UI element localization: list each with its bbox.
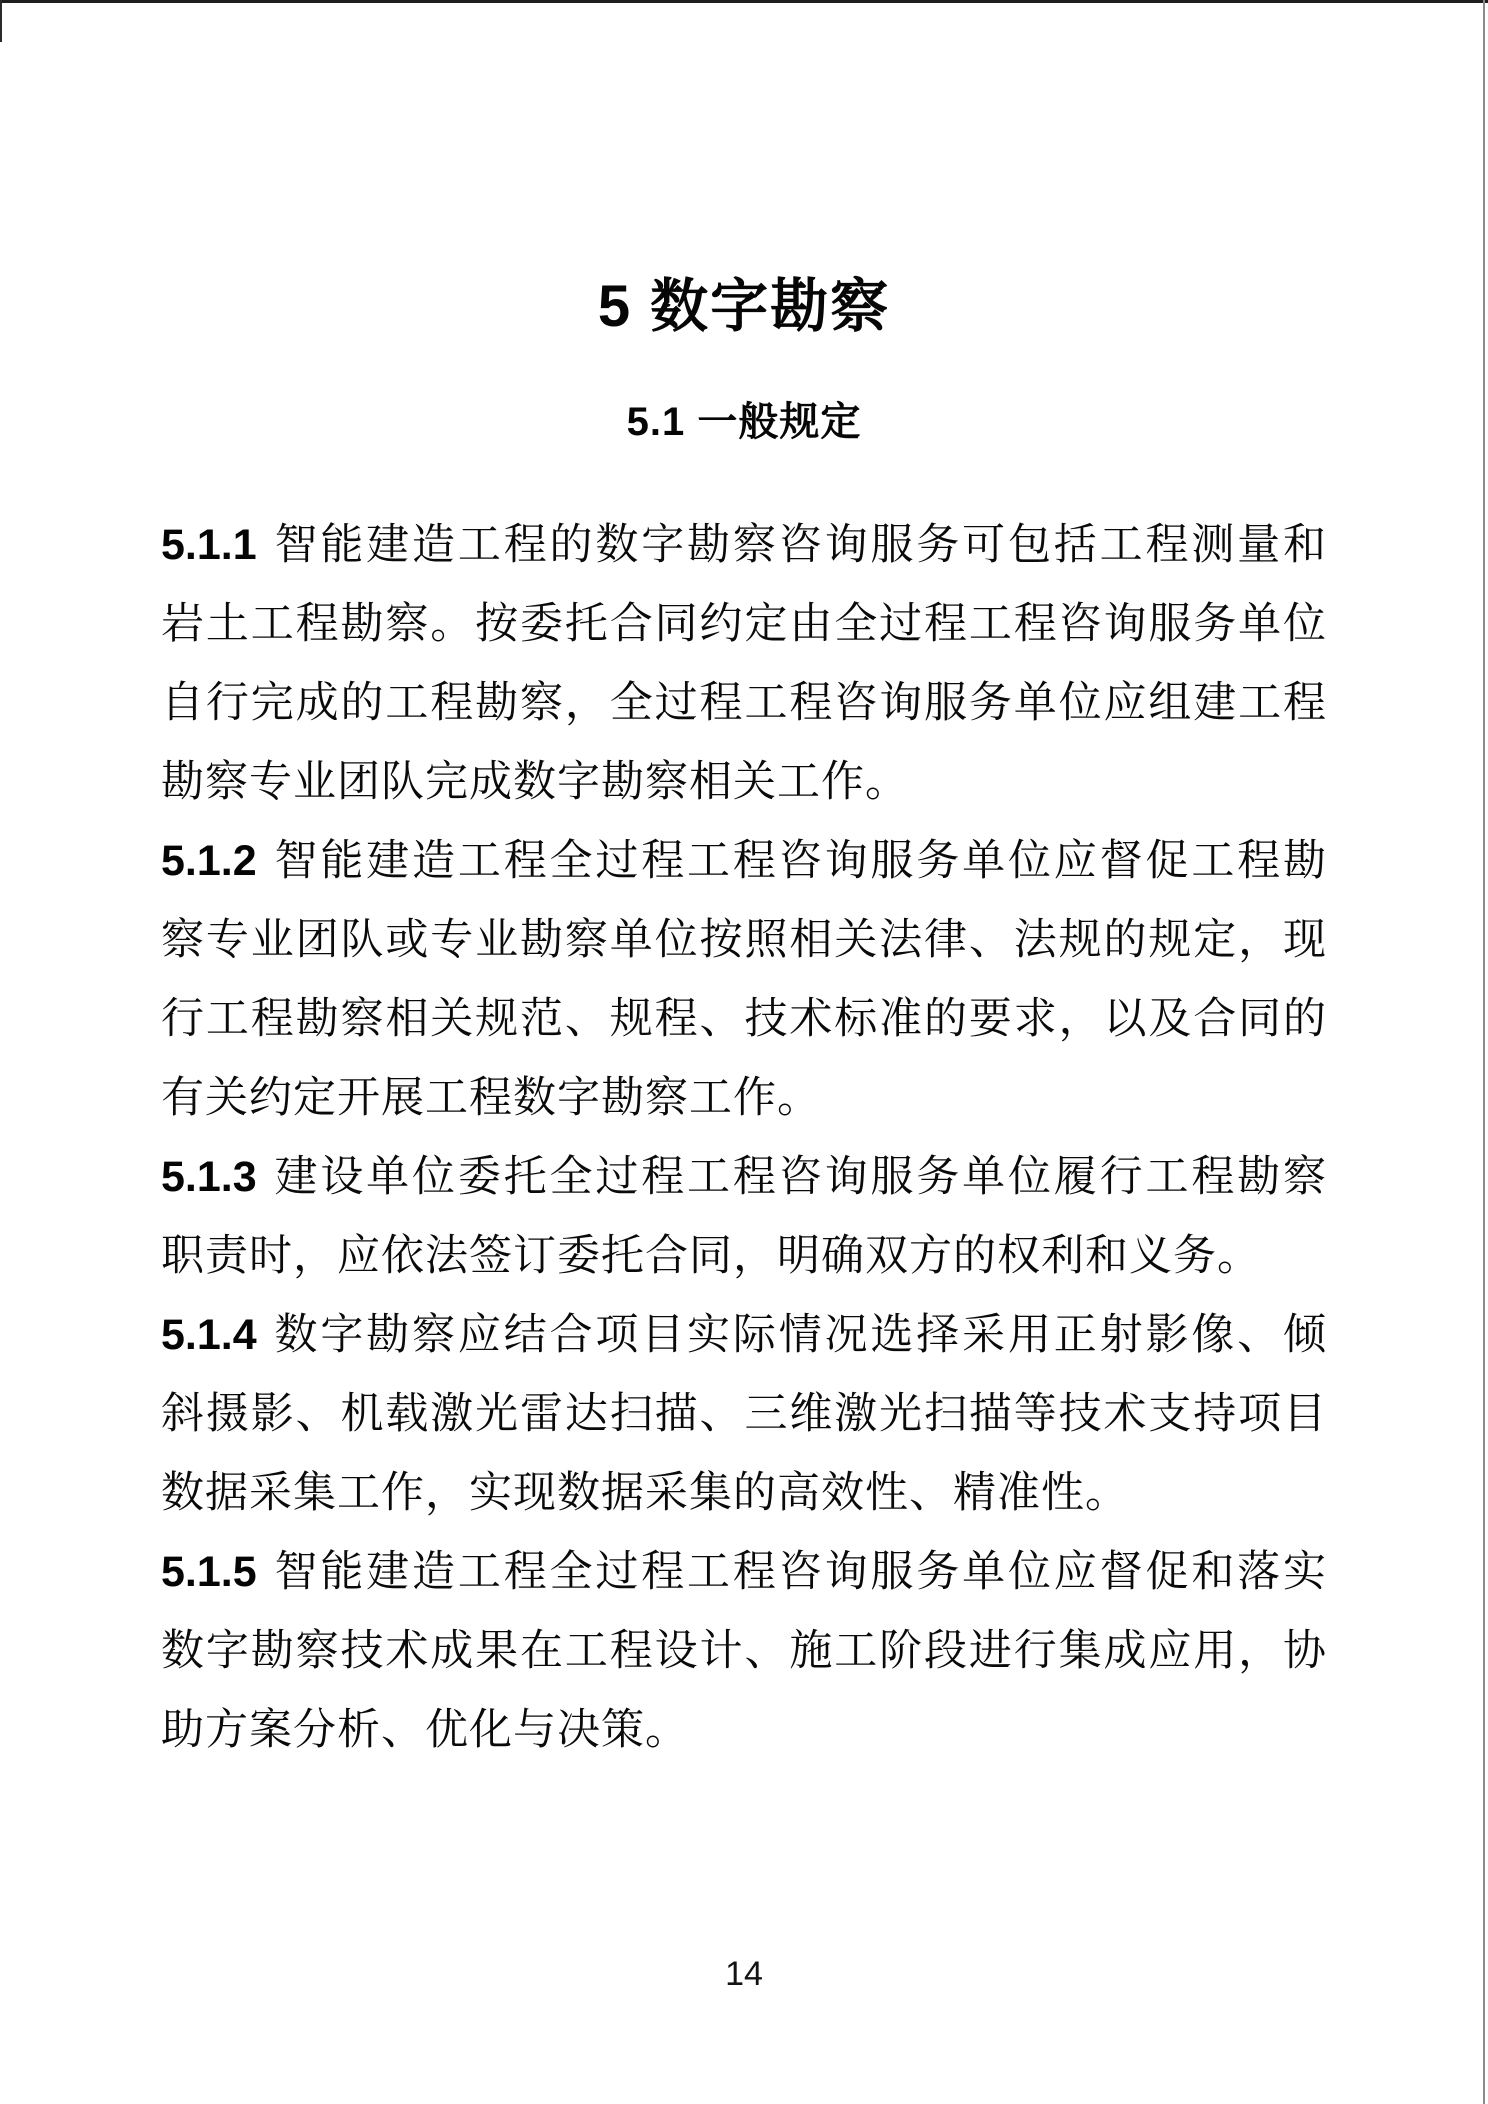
page-number: 14 bbox=[725, 1955, 763, 1993]
paragraph-text: 智能建造工程全过程工程咨询服务单位应督促和落实数字勘察技术成果在工程设计、施工阶段进行集成应用，协助方案分析、优化与决策。 bbox=[161, 1548, 1327, 1754]
paragraph-5-1-3 bbox=[161, 1138, 1327, 1296]
chapter-title: 5 数字勘察 bbox=[597, 274, 891, 339]
paragraph-text: 智能建造工程的数字勘察咨询服务可包括工程测量和岩土工程勘察。按委托合同约定由全过程工程咨询服务单位自行完成的工程勘察，全过程工程咨询服务单位应组建工程勘察专业团队完成数字勘察相关工作。 bbox=[161, 521, 1327, 806]
paragraph-number: 5.1.4 bbox=[161, 1311, 257, 1359]
paragraph-5-1-1 bbox=[161, 506, 1327, 822]
paragraph-text: 智能建造工程全过程工程咨询服务单位应督促工程勘察专业团队或专业勘察单位按照相关法律、法规的规定，现行工程勘察相关规范、规程、技术标准的要求，以及合同的有关约定开展工程数字勘察工作。 bbox=[161, 837, 1327, 1122]
paragraph-number: 5.1.5 bbox=[161, 1548, 257, 1596]
paragraph-number: 5.1.2 bbox=[161, 837, 257, 885]
paragraph-5-1-5 bbox=[161, 1533, 1327, 1770]
section-title: 5.1 一般规定 bbox=[626, 400, 862, 444]
paragraph-number: 5.1.3 bbox=[161, 1153, 257, 1201]
paragraph-text: 建设单位委托全过程工程咨询服务单位履行工程勘察职责时，应依法签订委托合同，明确双方的权利和义务。 bbox=[161, 1153, 1327, 1280]
paragraph-5-1-4 bbox=[161, 1296, 1327, 1533]
paragraph-text: 数字勘察应结合项目实际情况选择采用正射影像、倾斜摄影、机载激光雷达扫描、三维激光扫描等技术支持项目数据采集工作，实现数据采集的高效性、精准性。 bbox=[161, 1311, 1327, 1517]
paragraph-5-1-2 bbox=[161, 822, 1327, 1138]
body-text bbox=[161, 506, 1327, 1770]
paragraph-number: 5.1.1 bbox=[161, 521, 257, 569]
